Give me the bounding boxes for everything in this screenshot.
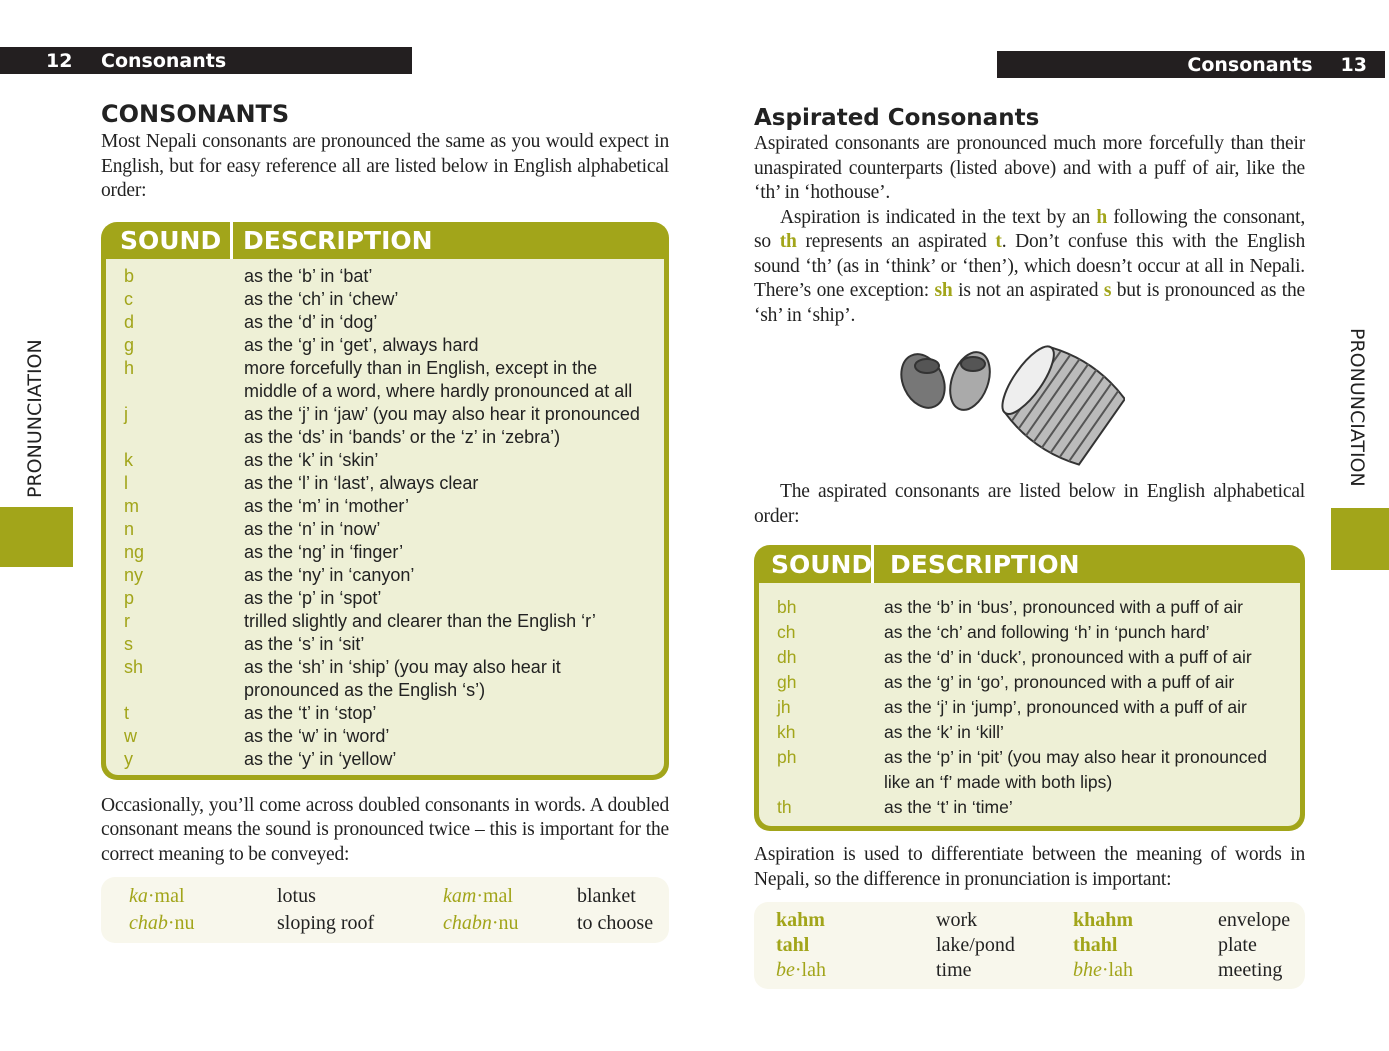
- page-title: CONSONANTS: [101, 100, 290, 128]
- description-cell: as the ‘k’ in ‘kill’: [884, 722, 1004, 742]
- english-meaning: meeting: [1218, 959, 1283, 981]
- column-header-sound: SOUND: [759, 545, 874, 583]
- table-row: [106, 564, 664, 587]
- sound-cell: j: [124, 403, 128, 424]
- left-running-header: [0, 47, 412, 74]
- description-cell: as the ‘ch’ in ‘chew’: [244, 288, 399, 309]
- table-row: [106, 449, 664, 472]
- sound-cell: k: [124, 449, 133, 470]
- table-row: [106, 702, 664, 725]
- table-row: [106, 518, 664, 541]
- description-cell: as the ‘p’ in ‘pit’ (you may also hear it pronounced like an ‘f’ made with both lips): [884, 747, 1267, 792]
- nepali-word: thahl: [1073, 934, 1118, 956]
- side-tab-label: PRONUNCIATION: [24, 339, 46, 498]
- nepali-word: chab·nu: [129, 912, 195, 934]
- description-cell: as the ‘j’ in ‘jaw’ (you may also hear it pronounced as the ‘ds’ in ‘bands’ or the ‘z’ in ‘zebra’): [244, 403, 640, 447]
- table-row: [106, 265, 664, 288]
- description-cell: as the ‘t’ in ‘stop’: [244, 702, 377, 723]
- table-row: [106, 610, 664, 633]
- english-meaning: blanket: [577, 885, 636, 907]
- sound-cell: p: [124, 587, 135, 608]
- description-cell: as the ‘t’ in ‘time’: [884, 797, 1013, 817]
- description-cell: as the ‘w’ in ‘word’: [244, 725, 390, 746]
- sound-cell: n: [124, 518, 135, 539]
- table-row: [106, 725, 664, 748]
- table-row: [759, 745, 1300, 795]
- description-cell: as the ‘n’ in ‘now’: [244, 518, 381, 539]
- table-row: [759, 795, 1300, 820]
- aspiration-text: [754, 132, 1305, 328]
- sound-cell: ny: [124, 564, 144, 585]
- description-cell: as the ‘s’ in ‘sit’: [244, 633, 365, 654]
- sound-cell: ng: [124, 541, 145, 562]
- left-page-content: [101, 100, 669, 943]
- description-cell: as the ‘p’ in ‘spot’: [244, 587, 382, 608]
- running-head: Consonants: [1187, 53, 1313, 76]
- right-page-content: [754, 104, 1305, 989]
- description-cell: as the ‘j’ in ‘jump’, pronounced with a puff of air: [884, 697, 1247, 717]
- sound-cell: m: [124, 495, 139, 516]
- table-row: [106, 495, 664, 518]
- description-cell: as the ‘ny’ in ‘canyon’: [244, 564, 415, 585]
- para-aspiration-intro: Aspirated consonants are pronounced much more forcefully than their unaspirated counterparts (listed above) and with a puff of air, like the ‘th’ in ‘hothouse’.: [754, 133, 1305, 203]
- page-number: 12: [46, 49, 73, 72]
- para-aspiration-indicated: Aspiration is indicated in the text by an h following the consonant, so th represents an aspirated t. Don’t confuse this with the English sound ‘th’ (as in ‘think’ or ‘then’), which doesn’t occur at all in Nepali. There’s one exception: sh is not an aspirated s but is pronounced as the ‘sh’ in ‘ship’.: [754, 206, 1306, 326]
- table-row: [106, 633, 664, 656]
- sound-cell: ch: [777, 622, 796, 642]
- example-row: [129, 910, 669, 937]
- page-number: 13: [1340, 53, 1367, 76]
- description-cell: as the ‘ch’ and following ‘h’ in ‘punch hard’: [884, 622, 1210, 642]
- table-intro-paragraph: The aspirated consonants are listed below in English alphabetical order:: [754, 481, 1305, 527]
- table-row: [759, 720, 1300, 745]
- sound-cell: kh: [777, 722, 796, 742]
- description-cell: as the ‘g’ in ‘get’, always hard: [244, 334, 479, 355]
- sound-cell: jh: [777, 697, 791, 717]
- description-cell: as the ‘b’ in ‘bus’, pronounced with a puff of air: [884, 597, 1243, 617]
- table-row: [106, 334, 664, 357]
- aspirated-examples-box: [754, 902, 1305, 989]
- example-row: [776, 908, 1305, 933]
- nepali-word: ka·mal: [129, 885, 185, 907]
- sound-cell: dh: [777, 647, 797, 667]
- sound-cell: ph: [777, 747, 797, 767]
- side-tab-block: [1331, 508, 1389, 570]
- right-running-header: [997, 51, 1385, 78]
- example-row: [776, 933, 1305, 958]
- doubled-consonants-paragraph: Occasionally, you’ll come across doubled consonants in words. A doubled consonant means the sound is pronounced twice – this is important for the correct meaning to be conveyed:: [101, 794, 669, 865]
- english-meaning: time: [936, 959, 972, 981]
- description-cell: as the ‘y’ in ‘yellow’: [244, 748, 397, 769]
- side-tab-label: PRONUNCIATION: [1346, 328, 1368, 487]
- description-cell: as the ‘l’ in ‘last’, always clear: [244, 472, 479, 493]
- doubled-examples-box: [101, 877, 669, 943]
- sound-cell: l: [124, 472, 128, 493]
- sound-cell: gh: [777, 672, 797, 692]
- table-row: [106, 587, 664, 610]
- description-cell: as the ‘d’ in ‘duck’, pronounced with a puff of air: [884, 647, 1252, 667]
- consonants-table: [101, 222, 669, 780]
- nepali-word: tahl: [776, 934, 810, 956]
- sound-cell: bh: [777, 597, 797, 617]
- sound-cell: b: [124, 265, 135, 286]
- table-row: [759, 595, 1300, 620]
- nepali-word: kam·mal: [443, 885, 513, 907]
- aspiration-meaning-paragraph: Aspiration is used to differentiate between the meaning of words in Nepali, so the difference in pronunciation is important:: [754, 844, 1305, 890]
- sound-cell: c: [124, 288, 133, 309]
- column-header-description: DESCRIPTION: [243, 225, 433, 255]
- column-header-description: DESCRIPTION: [890, 549, 1080, 579]
- english-meaning: sloping roof: [277, 912, 375, 934]
- description-cell: trilled slightly and clearer than the English ‘r’: [244, 610, 596, 631]
- side-tab-block: [0, 507, 73, 567]
- description-cell: as the ‘g’ in ‘go’, pronounced with a puff of air: [884, 672, 1235, 692]
- sound-cell: d: [124, 311, 135, 332]
- table-row: [106, 311, 664, 334]
- example-row: [776, 958, 1305, 983]
- nepali-word: be·lah: [776, 959, 826, 981]
- table-row: [106, 472, 664, 495]
- table-row: [106, 748, 664, 771]
- sound-cell: w: [124, 725, 137, 746]
- english-meaning: to choose: [577, 912, 654, 934]
- table-row: [106, 656, 664, 702]
- sound-cell: r: [124, 610, 130, 631]
- sound-cell: h: [124, 357, 135, 378]
- table-row: [759, 620, 1300, 645]
- english-meaning: lake/pond: [936, 934, 1015, 956]
- nepali-word: bhe·lah: [1073, 959, 1133, 981]
- sound-cell: t: [124, 702, 130, 723]
- sound-cell: th: [777, 797, 792, 817]
- sound-cell: g: [124, 334, 135, 355]
- nepali-word: kahm: [776, 909, 825, 931]
- description-cell: more forcefully than in English, except in the middle of a word, where hardly pronounced at all: [244, 357, 633, 401]
- description-cell: as the ‘k’ in ‘skin’: [244, 449, 379, 470]
- section-title: Aspirated Consonants: [754, 105, 1040, 131]
- column-header-sound: SOUND: [106, 222, 233, 259]
- table-row: [106, 403, 664, 449]
- description-cell: as the ‘sh’ in ‘ship’ (you may also hear it pronounced as the English ‘s’): [244, 656, 561, 700]
- sound-cell: sh: [124, 656, 144, 677]
- english-meaning: envelope: [1218, 909, 1291, 931]
- description-cell: as the ‘b’ in ‘bat’: [244, 265, 373, 286]
- sound-cell: y: [124, 748, 133, 769]
- table-row: [759, 695, 1300, 720]
- english-meaning: work: [936, 909, 978, 931]
- nepali-word: khahm: [1073, 909, 1134, 931]
- table-row: [106, 288, 664, 311]
- english-meaning: plate: [1218, 934, 1257, 956]
- aspirated-consonants-table: [754, 545, 1305, 831]
- description-cell: as the ‘ng’ in ‘finger’: [244, 541, 404, 562]
- running-head: Consonants: [101, 49, 227, 72]
- table-row: [759, 645, 1300, 670]
- description-cell: as the ‘d’ in ‘dog’: [244, 311, 378, 332]
- intro-paragraph: Most Nepali consonants are pronounced the same as you would expect in English, but for easy reference all are listed below in English alphabetical order:: [101, 131, 669, 201]
- english-meaning: lotus: [277, 885, 316, 907]
- sound-cell: s: [124, 633, 133, 654]
- table-row: [106, 541, 664, 564]
- table-row: [106, 357, 664, 403]
- description-cell: as the ‘m’ in ‘mother’: [244, 495, 410, 516]
- example-row: [129, 883, 669, 910]
- nepali-word: chabn·nu: [443, 912, 519, 934]
- drums-illustration: [895, 336, 1125, 476]
- table-row: [759, 670, 1300, 695]
